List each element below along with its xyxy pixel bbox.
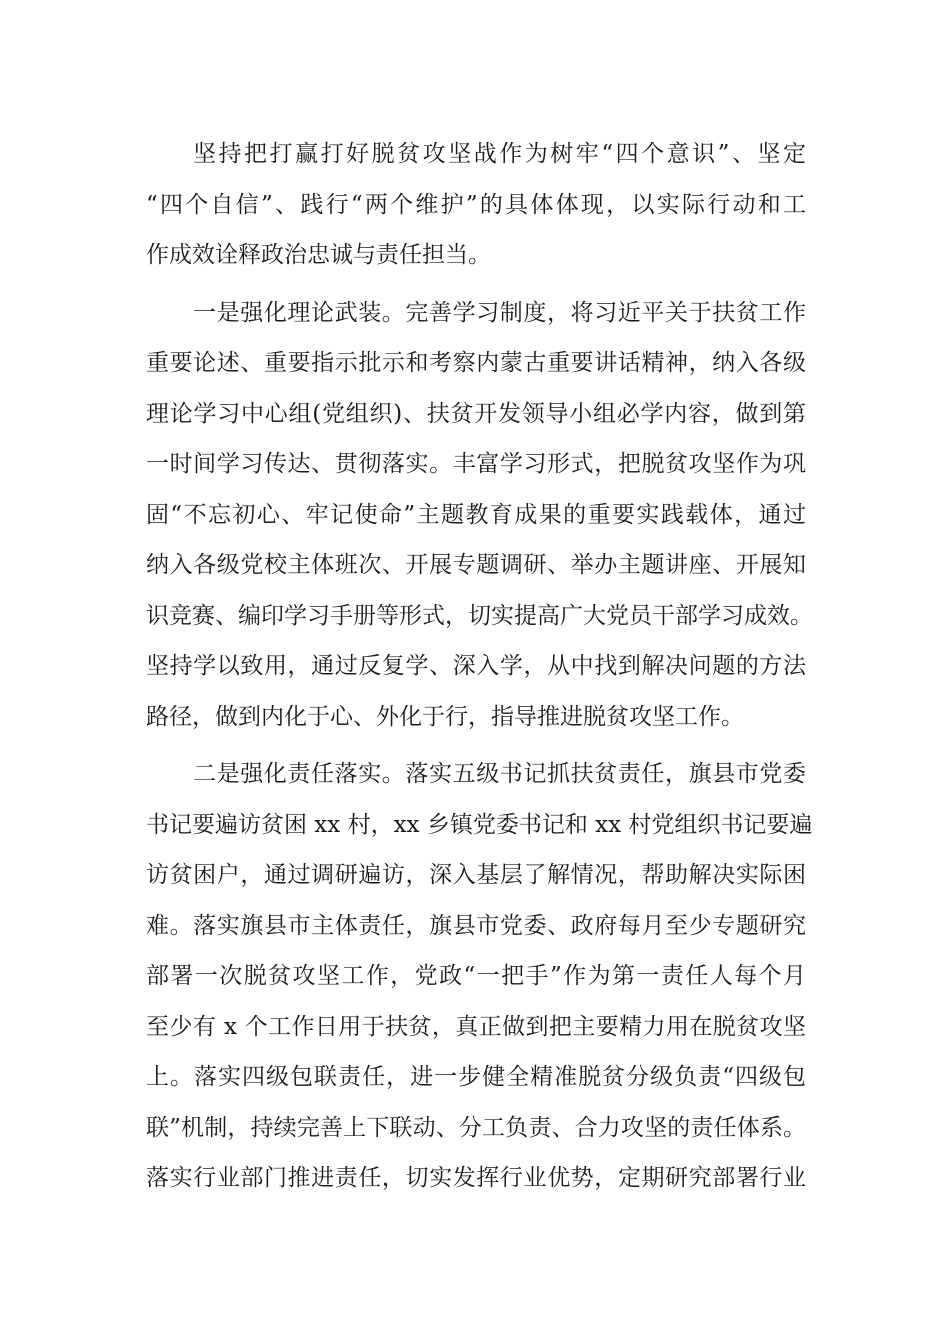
paragraph-line: 落实行业部门推进责任，切实发挥行业优势，定期研究部署行业 <box>146 1165 806 1191</box>
paragraph-line: 重要论述、重要指示批示和考察内蒙古重要讲话精神，纳入各级 <box>146 350 806 376</box>
paragraph-line: 作成效诠释政治忠诚与责任担当。 <box>146 242 491 268</box>
paragraph-3 <box>146 749 813 1204</box>
paragraph-line: 难。落实旗县市主体责任，旗县市党委、政府每月至少专题研究 <box>146 912 806 939</box>
paragraph-line: 上。落实四级包联责任，进一步健全精准脱贫分级负责“四级包 <box>146 1064 806 1090</box>
paragraph-line: 书记要遍访贫困 xx 村，xx 乡镇党委书记和 xx 村党组织书记要遍 <box>146 811 813 838</box>
paragraph-line: 识竞赛、编印学习手册等形式，切实提高广大党员干部学习成效。 <box>146 602 813 629</box>
paragraph-line: 路径，做到内化于心、外化于行，指导推进脱贫攻坚工作。 <box>146 703 744 730</box>
paragraph-spacer <box>146 742 806 749</box>
paragraph-line: 联”机制，持续完善上下联动、分工负责、合力攻坚的责任体系。 <box>146 1114 806 1141</box>
paragraph-line: 至少有 x 个工作日用于扶贫，真正做到把主要精力用在脱贫攻坚 <box>146 1013 806 1040</box>
paragraph-line: 一时间学习传达、贯彻落实。丰富学习形式，把脱贫攻坚作为巩 <box>146 451 806 477</box>
paragraph-spacer <box>146 281 806 288</box>
paragraph-line: 坚持学以致用，通过反复学、深入学，从中找到解决问题的方法 <box>146 653 806 679</box>
paragraph-1 <box>146 129 806 281</box>
paragraph-line: 纳入各级党校主体班次、开展专题调研、举办主题讲座、开展知 <box>146 552 806 578</box>
paragraph-line: 理论学习中心组(党组织)、扶贫开发领导小组必学内容，做到第 <box>146 400 806 427</box>
document-body <box>146 129 813 1204</box>
paragraph-line: 二是强化责任落实。落实五级书记抓扶贫责任，旗县市党委 <box>193 761 806 787</box>
paragraph-line: 一是强化理论武装。完善学习制度，将习近平关于扶贫工作 <box>193 299 806 326</box>
paragraph-line: 访贫困户，通过调研遍访，深入基层了解情况，帮助解决实际困 <box>146 862 806 888</box>
paragraph-line: 固“不忘初心、牢记使命”主题教育成果的重要实践载体，通过 <box>146 501 806 528</box>
paragraph-line: 部署一次脱贫攻坚工作，党政“一把手”作为第一责任人每个月 <box>146 963 806 989</box>
paragraph-line: 坚持把打赢打好脱贫攻坚战作为树牢“四个意识”、坚定 <box>193 141 806 167</box>
paragraph-2 <box>146 288 813 743</box>
paragraph-line: “四个自信”、践行“两个维护”的具体体现，以实际行动和工 <box>146 191 806 218</box>
